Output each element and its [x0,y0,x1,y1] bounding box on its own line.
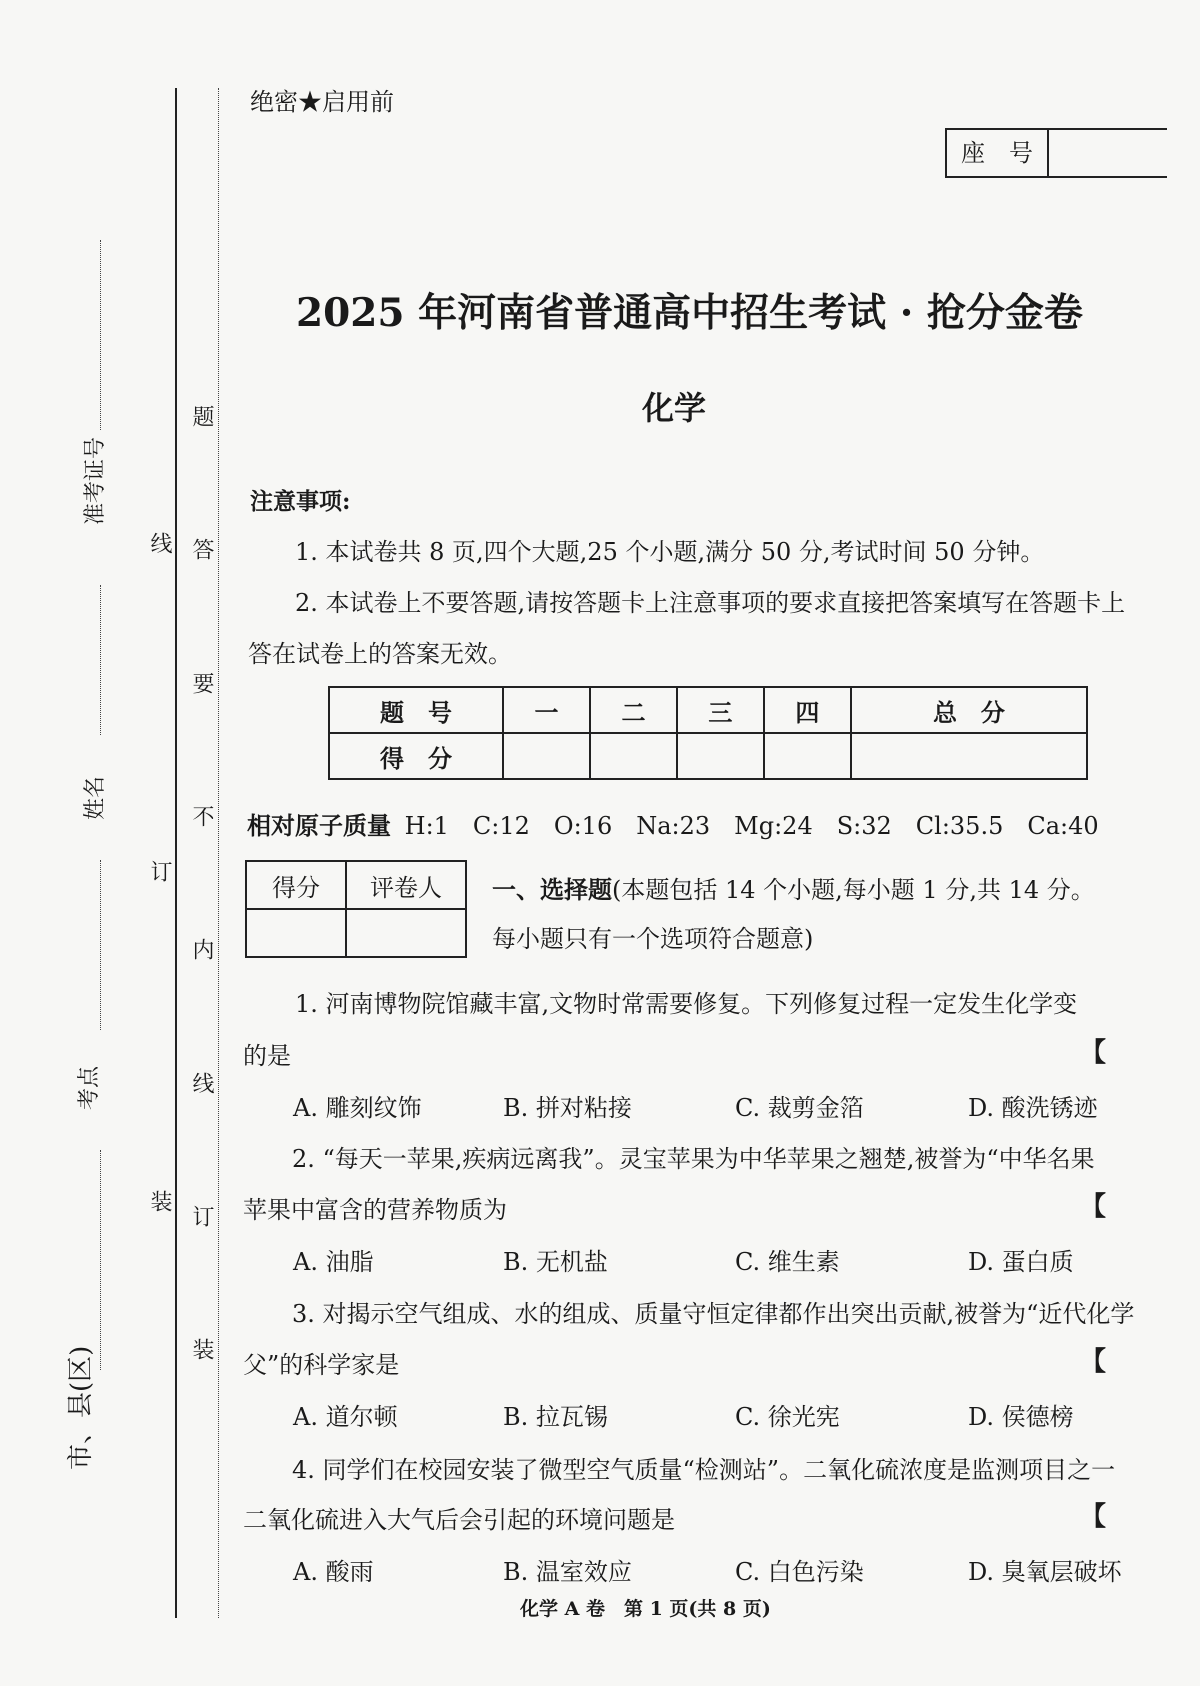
grader-score-cell [246,909,346,957]
question-1-text-2: 的是 [243,1042,291,1070]
question-1-answer-bracket: 【 [1080,1038,1107,1068]
warn-char-3: 要 [189,672,214,696]
question-4-option-a: A. 酸雨 [293,1558,374,1586]
question-2-answer-bracket: 【 [1080,1192,1107,1222]
question-3-option-a: A. 道尔顿 [293,1403,398,1431]
binding-solid-line [175,88,177,1618]
question-4-text-2: 二氧化硫进入大气后会引起的环境问题是 [243,1506,675,1534]
question-2-option-d: D. 蛋白质 [968,1248,1074,1276]
notice-heading: 注意事项: [250,488,351,515]
seat-number-label: 座 号 [947,130,1049,176]
section-1-title: 一、选择题 [492,875,612,904]
question-1-text: 1. 河南博物院馆藏丰富,文物时常需要修复。下列修复过程一定发生化学变 [295,990,1078,1018]
question-2-option-c: C. 维生素 [735,1248,840,1276]
warn-char-4: 不 [189,805,214,829]
question-2-option-a: A. 油脂 [293,1248,374,1276]
score-table-header-3: 三 [677,687,764,733]
score-cell [590,733,677,779]
question-4-option-d: D. 臭氧层破坏 [968,1558,1122,1586]
question-4-answer-bracket: 【 [1080,1502,1107,1532]
atomic-mass-label: 相对原子质量 [247,811,391,840]
question-3-answer-bracket: 【 [1080,1347,1107,1377]
score-table-header-total: 总 分 [851,687,1087,733]
grader-name-header: 评卷人 [346,861,466,909]
score-table-header-label: 题 号 [329,687,503,733]
question-2-option-b: B. 无机盐 [503,1248,608,1276]
question-3-option-c: C. 徐光宪 [735,1403,840,1431]
seat-number-box [945,128,1167,178]
question-4-option-b: B. 温室效应 [503,1558,632,1586]
question-2-text: 2. “每天一苹果,疾病远离我”。灵宝苹果为中华苹果之翘楚,被誉为“中华名果 [292,1145,1095,1173]
binding-margin [0,0,215,1686]
grader-score-header: 得分 [246,861,346,909]
bind-char-bind: 装 [147,1190,172,1214]
score-cell [851,733,1087,779]
exam-number-line [100,240,101,430]
grader-table [245,860,467,958]
question-1-option-a: A. 雕刻纹饰 [293,1094,422,1122]
page-footer: 化学 A 卷 第 1 页(共 8 页) [520,1598,771,1620]
name-label: 姓名 [83,775,108,820]
name-line [100,860,101,1030]
subject-title: 化学 [642,389,707,427]
question-1-option-c: C. 裁剪金箔 [735,1094,864,1122]
question-1-option-b: B. 拼对粘接 [503,1094,632,1122]
question-3-option-b: B. 拉瓦锡 [503,1403,608,1431]
warn-char-6: 线 [189,1072,214,1096]
score-table-header-2: 二 [590,687,677,733]
warn-char-8: 装 [189,1338,214,1362]
score-table-header-4: 四 [764,687,851,733]
notice-item-3: 答在试卷上的答案无效。 [248,640,512,668]
grader-name-cell [346,909,466,957]
section-1-desc: (本题包括 14 个小题,每小题 1 分,共 14 分。 [612,876,1095,904]
exam-title: 2025 年河南省普通高中招生考试 · 抢分金卷 [296,290,1083,336]
score-cell [677,733,764,779]
warn-char-5: 内 [189,938,214,962]
question-3-option-d: D. 侯德榜 [968,1403,1074,1431]
score-table-score-label: 得 分 [329,733,503,779]
warn-char-2: 答 [189,538,214,562]
question-1-option-d: D. 酸洗锈迹 [968,1094,1098,1122]
bind-char-line: 线 [147,532,172,556]
confidential-mark: 绝密★启用前 [250,88,394,116]
exam-site-line [100,1150,101,1370]
score-table-header-1: 一 [503,687,590,733]
warn-char-7: 订 [189,1205,214,1229]
binding-dotted-line [218,88,219,1618]
question-3-text: 3. 对揭示空气组成、水的组成、质量守恒定律都作出突出贡献,被誉为“近代化学 [292,1300,1135,1328]
exam-number-line-2 [100,585,101,735]
atomic-mass-line [247,806,1099,841]
question-3-text-2: 父”的科学家是 [243,1351,400,1379]
warn-char-1: 题 [189,405,214,429]
city-label: 市、县(区) [66,1345,96,1470]
question-2-text-2: 苹果中富含的营养物质为 [243,1196,507,1224]
exam-number-label: 准考证号 [83,436,108,525]
score-table [328,686,1088,780]
notice-item-2: 2. 本试卷上不要答题,请按答题卡上注意事项的要求直接把答案填写在答题卡上 [295,589,1126,617]
bind-char-order: 订 [147,860,172,884]
atomic-mass-values: H:1 C:12 O:16 Na:23 Mg:24 S:32 Cl:35.5 Ca:40 [404,812,1099,840]
question-4-text: 4. 同学们在校园安装了微型空气质量“检测站”。二氧化硫浓度是监测项目之一 [292,1456,1116,1484]
exam-site-label: 考点 [77,1065,102,1110]
score-cell [764,733,851,779]
section-1-desc-2: 每小题只有一个选项符合题意) [492,925,814,953]
score-cell [503,733,590,779]
section-1-heading [492,870,1095,905]
notice-item-1: 1. 本试卷共 8 页,四个大题,25 个小题,满分 50 分,考试时间 50 分钟。 [295,538,1045,566]
question-4-option-c: C. 白色污染 [735,1558,864,1586]
